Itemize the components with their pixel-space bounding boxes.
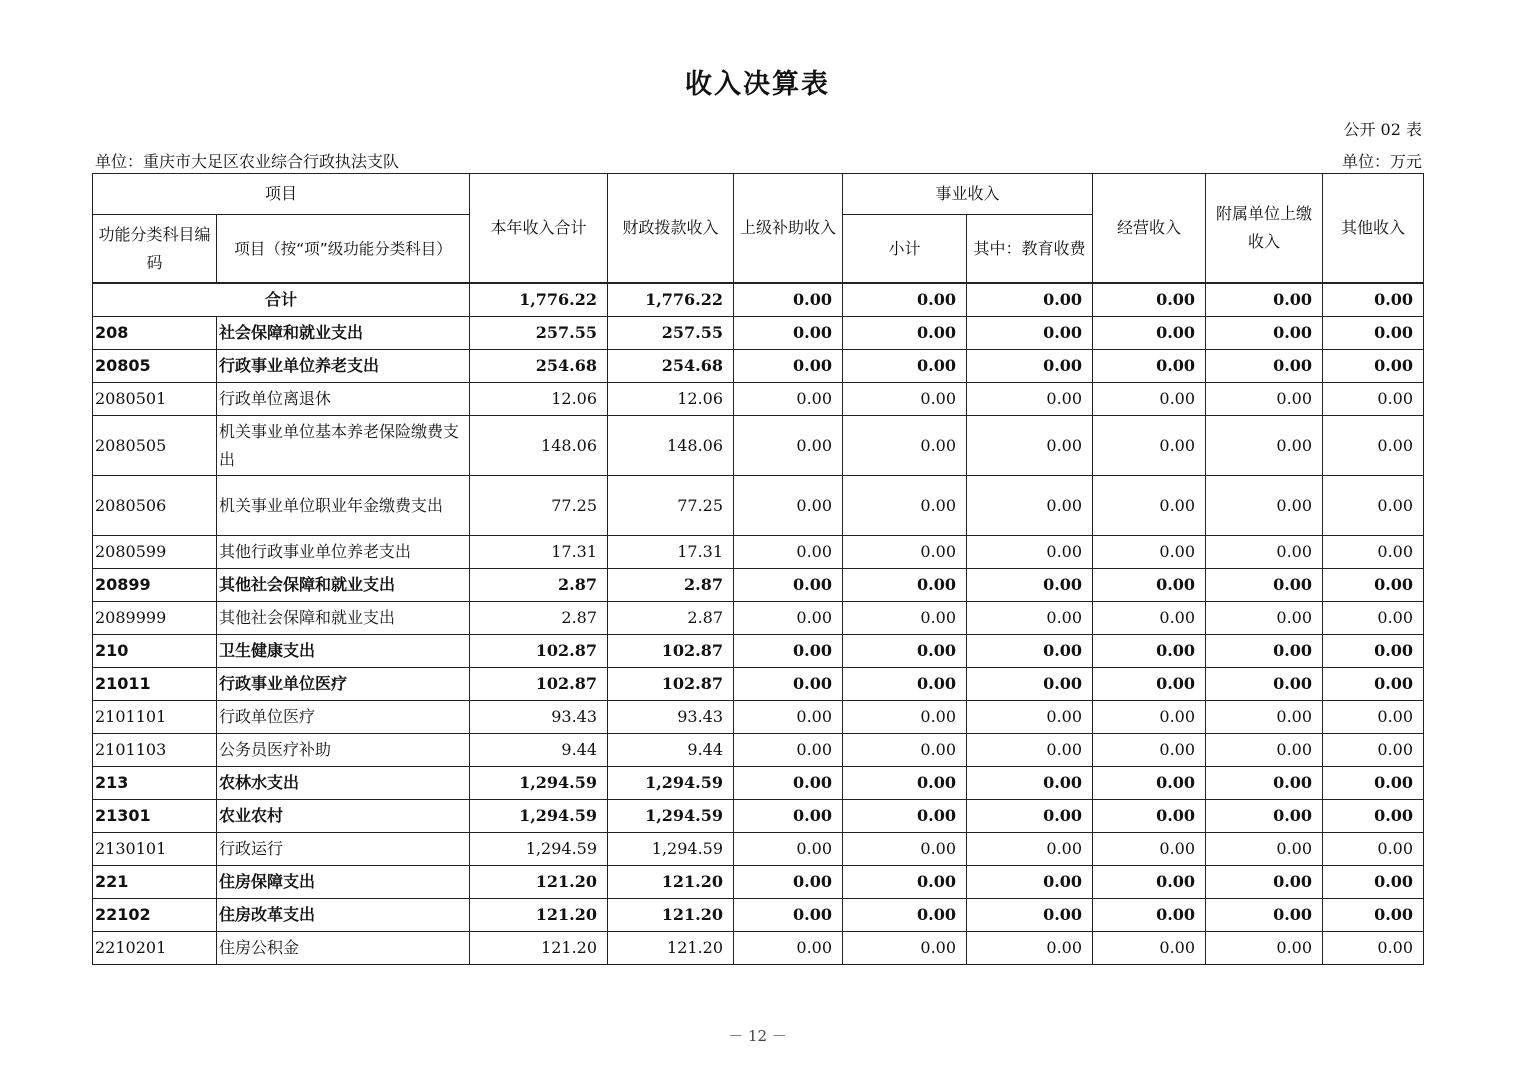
header-business: 事业收入 bbox=[843, 174, 1093, 215]
row-code: 2130101 bbox=[93, 833, 217, 866]
row-value: 121.20 bbox=[608, 866, 734, 899]
row-value: 0.00 bbox=[1323, 932, 1424, 965]
row-value: 0.00 bbox=[967, 767, 1093, 800]
row-value: 1,294.59 bbox=[608, 833, 734, 866]
row-value: 93.43 bbox=[608, 701, 734, 734]
row-value: 0.00 bbox=[843, 536, 967, 569]
row-value: 0.00 bbox=[1206, 317, 1323, 350]
row-value: 0.00 bbox=[1093, 932, 1206, 965]
row-value: 0.00 bbox=[1206, 800, 1323, 833]
row-value: 0.00 bbox=[1323, 416, 1424, 476]
row-value: 0.00 bbox=[734, 569, 843, 602]
row-value: 0.00 bbox=[967, 701, 1093, 734]
row-value: 0.00 bbox=[843, 668, 967, 701]
row-value: 0.00 bbox=[1206, 899, 1323, 932]
table-row bbox=[93, 383, 1424, 416]
row-value: 0.00 bbox=[1206, 602, 1323, 635]
row-value: 0.00 bbox=[967, 602, 1093, 635]
row-value: 0.00 bbox=[967, 476, 1093, 536]
row-value: 0.00 bbox=[843, 767, 967, 800]
row-name: 机关事业单位基本养老保险缴费支出 bbox=[217, 416, 470, 476]
row-value: 0.00 bbox=[734, 734, 843, 767]
row-code: 2101101 bbox=[93, 701, 217, 734]
row-value: 0.00 bbox=[1206, 932, 1323, 965]
row-code: 221 bbox=[93, 866, 217, 899]
page-title: 收入决算表 bbox=[685, 69, 830, 100]
table-row bbox=[93, 932, 1424, 965]
row-value: 0.00 bbox=[1323, 635, 1424, 668]
row-value: 0.00 bbox=[843, 635, 967, 668]
row-value: 0.00 bbox=[1093, 701, 1206, 734]
row-value: 0.00 bbox=[967, 800, 1093, 833]
table-row bbox=[93, 350, 1424, 383]
row-value: 148.06 bbox=[608, 416, 734, 476]
unit-organization: 单位：重庆市大足区农业综合行政执法支队 bbox=[95, 152, 400, 171]
row-value: 0.00 bbox=[843, 932, 967, 965]
row-value: 0.00 bbox=[843, 383, 967, 416]
row-value: 121.20 bbox=[608, 899, 734, 932]
total-cell: 0.00 bbox=[734, 283, 843, 317]
row-name: 农业农村 bbox=[217, 800, 470, 833]
total-cell: 1,776.22 bbox=[608, 283, 734, 317]
row-value: 102.87 bbox=[608, 635, 734, 668]
row-value: 0.00 bbox=[967, 350, 1093, 383]
row-value: 0.00 bbox=[843, 899, 967, 932]
row-name: 其他社会保障和就业支出 bbox=[217, 569, 470, 602]
header-education: 其中：教育收费 bbox=[967, 215, 1093, 284]
header-name: 项目（按“项”级功能分类科目） bbox=[217, 215, 470, 284]
row-value: 0.00 bbox=[1206, 476, 1323, 536]
row-value: 0.00 bbox=[1206, 734, 1323, 767]
row-value: 0.00 bbox=[1093, 350, 1206, 383]
row-name: 行政运行 bbox=[217, 833, 470, 866]
table-row bbox=[93, 833, 1424, 866]
row-value: 148.06 bbox=[470, 416, 608, 476]
row-value: 0.00 bbox=[1093, 569, 1206, 602]
row-value: 0.00 bbox=[1093, 833, 1206, 866]
row-value: 0.00 bbox=[967, 668, 1093, 701]
header-code: 功能分类科目编码 bbox=[93, 215, 217, 284]
page-number: － 12 － bbox=[728, 1027, 787, 1045]
row-name: 其他社会保障和就业支出 bbox=[217, 602, 470, 635]
row-value: 0.00 bbox=[1323, 602, 1424, 635]
row-code: 2080505 bbox=[93, 416, 217, 476]
row-value: 0.00 bbox=[967, 734, 1093, 767]
table-row bbox=[93, 569, 1424, 602]
table-row bbox=[93, 602, 1424, 635]
row-value: 0.00 bbox=[843, 602, 967, 635]
total-label: 合计 bbox=[93, 283, 470, 317]
row-value: 0.00 bbox=[734, 767, 843, 800]
row-value: 0.00 bbox=[1206, 701, 1323, 734]
total-cell: 0.00 bbox=[1206, 283, 1323, 317]
row-value: 0.00 bbox=[1206, 767, 1323, 800]
row-value: 2.87 bbox=[608, 602, 734, 635]
row-value: 0.00 bbox=[967, 635, 1093, 668]
row-value: 0.00 bbox=[1323, 767, 1424, 800]
row-value: 0.00 bbox=[734, 602, 843, 635]
row-value: 0.00 bbox=[1323, 833, 1424, 866]
row-code: 22102 bbox=[93, 899, 217, 932]
row-value: 0.00 bbox=[734, 635, 843, 668]
row-value: 0.00 bbox=[967, 416, 1093, 476]
row-code: 2210201 bbox=[93, 932, 217, 965]
row-name: 其他行政事业单位养老支出 bbox=[217, 536, 470, 569]
table-row bbox=[93, 800, 1424, 833]
row-name: 行政事业单位养老支出 bbox=[217, 350, 470, 383]
row-name: 住房公积金 bbox=[217, 932, 470, 965]
row-value: 0.00 bbox=[843, 866, 967, 899]
header-affiliate: 附属单位上缴收入 bbox=[1206, 174, 1323, 284]
table-row bbox=[93, 668, 1424, 701]
row-value: 2.87 bbox=[470, 569, 608, 602]
row-name: 住房改革支出 bbox=[217, 899, 470, 932]
row-value: 0.00 bbox=[1093, 383, 1206, 416]
table-row bbox=[93, 536, 1424, 569]
income-table bbox=[92, 173, 1424, 965]
row-value: 2.87 bbox=[470, 602, 608, 635]
row-code: 20899 bbox=[93, 569, 217, 602]
row-value: 0.00 bbox=[1206, 383, 1323, 416]
row-value: 0.00 bbox=[843, 416, 967, 476]
unit-currency: 单位：万元 bbox=[1341, 152, 1422, 171]
row-value: 0.00 bbox=[1093, 317, 1206, 350]
row-value: 0.00 bbox=[1323, 350, 1424, 383]
row-value: 0.00 bbox=[1093, 602, 1206, 635]
row-value: 257.55 bbox=[608, 317, 734, 350]
table-row bbox=[93, 866, 1424, 899]
row-value: 12.06 bbox=[608, 383, 734, 416]
row-code: 2101103 bbox=[93, 734, 217, 767]
row-value: 0.00 bbox=[1206, 536, 1323, 569]
row-value: 0.00 bbox=[1323, 569, 1424, 602]
header-superior: 上级补助收入 bbox=[734, 174, 843, 284]
row-code: 21301 bbox=[93, 800, 217, 833]
row-name: 行政事业单位医疗 bbox=[217, 668, 470, 701]
row-value: 17.31 bbox=[470, 536, 608, 569]
row-value: 0.00 bbox=[1323, 536, 1424, 569]
form-number: 公开 02 表 bbox=[1343, 120, 1422, 139]
row-name: 公务员医疗补助 bbox=[217, 734, 470, 767]
row-value: 0.00 bbox=[1093, 635, 1206, 668]
row-value: 0.00 bbox=[1093, 734, 1206, 767]
row-value: 0.00 bbox=[967, 932, 1093, 965]
table-body bbox=[93, 283, 1424, 965]
total-cell: 1,776.22 bbox=[470, 283, 608, 317]
row-value: 0.00 bbox=[1323, 383, 1424, 416]
row-value: 0.00 bbox=[1093, 767, 1206, 800]
row-value: 121.20 bbox=[470, 866, 608, 899]
row-value: 0.00 bbox=[1093, 668, 1206, 701]
row-value: 0.00 bbox=[1206, 833, 1323, 866]
row-value: 2.87 bbox=[608, 569, 734, 602]
header-item: 项目 bbox=[93, 174, 470, 215]
row-value: 1,294.59 bbox=[608, 767, 734, 800]
row-value: 0.00 bbox=[734, 476, 843, 536]
row-value: 0.00 bbox=[967, 569, 1093, 602]
row-value: 0.00 bbox=[734, 416, 843, 476]
table-row bbox=[93, 767, 1424, 800]
row-value: 0.00 bbox=[734, 833, 843, 866]
row-value: 102.87 bbox=[608, 668, 734, 701]
row-value: 0.00 bbox=[734, 317, 843, 350]
row-value: 257.55 bbox=[470, 317, 608, 350]
row-value: 17.31 bbox=[608, 536, 734, 569]
row-code: 2080506 bbox=[93, 476, 217, 536]
header-subtotal: 小计 bbox=[843, 215, 967, 284]
row-value: 254.68 bbox=[470, 350, 608, 383]
row-value: 0.00 bbox=[734, 536, 843, 569]
row-value: 0.00 bbox=[734, 383, 843, 416]
row-value: 0.00 bbox=[843, 569, 967, 602]
row-value: 1,294.59 bbox=[470, 833, 608, 866]
row-value: 0.00 bbox=[734, 932, 843, 965]
row-value: 121.20 bbox=[470, 932, 608, 965]
row-code: 213 bbox=[93, 767, 217, 800]
row-value: 0.00 bbox=[1323, 476, 1424, 536]
row-value: 0.00 bbox=[1206, 569, 1323, 602]
row-value: 0.00 bbox=[843, 317, 967, 350]
row-value: 9.44 bbox=[608, 734, 734, 767]
table-row bbox=[93, 416, 1424, 476]
row-value: 0.00 bbox=[1323, 866, 1424, 899]
table-row bbox=[93, 734, 1424, 767]
row-value: 0.00 bbox=[1323, 800, 1424, 833]
total-cell: 0.00 bbox=[1323, 283, 1424, 317]
row-code: 21011 bbox=[93, 668, 217, 701]
row-value: 121.20 bbox=[470, 899, 608, 932]
row-value: 0.00 bbox=[1093, 416, 1206, 476]
row-value: 77.25 bbox=[470, 476, 608, 536]
row-value: 0.00 bbox=[843, 800, 967, 833]
row-value: 254.68 bbox=[608, 350, 734, 383]
row-value: 0.00 bbox=[967, 383, 1093, 416]
header-operating: 经营收入 bbox=[1093, 174, 1206, 284]
row-value: 0.00 bbox=[967, 536, 1093, 569]
row-value: 0.00 bbox=[967, 866, 1093, 899]
total-cell: 0.00 bbox=[1093, 283, 1206, 317]
row-name: 行政单位医疗 bbox=[217, 701, 470, 734]
row-value: 0.00 bbox=[734, 899, 843, 932]
row-value: 0.00 bbox=[1093, 899, 1206, 932]
row-code: 20805 bbox=[93, 350, 217, 383]
row-value: 0.00 bbox=[1093, 536, 1206, 569]
row-value: 0.00 bbox=[1323, 668, 1424, 701]
table-row bbox=[93, 476, 1424, 536]
row-value: 77.25 bbox=[608, 476, 734, 536]
row-value: 0.00 bbox=[1093, 800, 1206, 833]
row-value: 0.00 bbox=[843, 734, 967, 767]
row-value: 0.00 bbox=[1323, 734, 1424, 767]
row-value: 12.06 bbox=[470, 383, 608, 416]
row-name: 卫生健康支出 bbox=[217, 635, 470, 668]
header-fiscal: 财政拨款收入 bbox=[608, 174, 734, 284]
row-value: 0.00 bbox=[734, 350, 843, 383]
row-code: 2089999 bbox=[93, 602, 217, 635]
row-value: 0.00 bbox=[1206, 866, 1323, 899]
row-value: 0.00 bbox=[843, 701, 967, 734]
header-other: 其他收入 bbox=[1323, 174, 1424, 284]
row-value: 0.00 bbox=[967, 317, 1093, 350]
row-value: 102.87 bbox=[470, 668, 608, 701]
row-value: 102.87 bbox=[470, 635, 608, 668]
row-value: 0.00 bbox=[843, 350, 967, 383]
row-value: 0.00 bbox=[1323, 317, 1424, 350]
row-value: 0.00 bbox=[1093, 476, 1206, 536]
row-code: 208 bbox=[93, 317, 217, 350]
row-name: 社会保障和就业支出 bbox=[217, 317, 470, 350]
row-value: 0.00 bbox=[967, 833, 1093, 866]
row-value: 0.00 bbox=[1323, 701, 1424, 734]
row-code: 2080501 bbox=[93, 383, 217, 416]
row-value: 0.00 bbox=[843, 476, 967, 536]
row-name: 住房保障支出 bbox=[217, 866, 470, 899]
row-value: 0.00 bbox=[1206, 350, 1323, 383]
row-value: 1,294.59 bbox=[470, 767, 608, 800]
table-row bbox=[93, 317, 1424, 350]
row-value: 0.00 bbox=[1093, 866, 1206, 899]
row-value: 0.00 bbox=[843, 833, 967, 866]
row-value: 0.00 bbox=[1206, 668, 1323, 701]
total-cell: 0.00 bbox=[967, 283, 1093, 317]
row-name: 行政单位离退休 bbox=[217, 383, 470, 416]
row-value: 1,294.59 bbox=[608, 800, 734, 833]
table-row bbox=[93, 899, 1424, 932]
row-value: 0.00 bbox=[1323, 899, 1424, 932]
row-value: 0.00 bbox=[734, 866, 843, 899]
row-value: 0.00 bbox=[734, 800, 843, 833]
row-name: 农林水支出 bbox=[217, 767, 470, 800]
row-value: 1,294.59 bbox=[470, 800, 608, 833]
row-value: 0.00 bbox=[967, 899, 1093, 932]
row-value: 0.00 bbox=[1206, 635, 1323, 668]
row-code: 210 bbox=[93, 635, 217, 668]
row-value: 0.00 bbox=[734, 701, 843, 734]
row-value: 121.20 bbox=[608, 932, 734, 965]
header-total: 本年收入合计 bbox=[470, 174, 608, 284]
row-value: 0.00 bbox=[734, 668, 843, 701]
total-row bbox=[93, 283, 1424, 317]
row-value: 93.43 bbox=[470, 701, 608, 734]
table-row bbox=[93, 635, 1424, 668]
total-cell: 0.00 bbox=[843, 283, 967, 317]
row-value: 0.00 bbox=[1206, 416, 1323, 476]
row-name: 机关事业单位职业年金缴费支出 bbox=[217, 476, 470, 536]
table-row bbox=[93, 701, 1424, 734]
row-value: 9.44 bbox=[470, 734, 608, 767]
row-code: 2080599 bbox=[93, 536, 217, 569]
